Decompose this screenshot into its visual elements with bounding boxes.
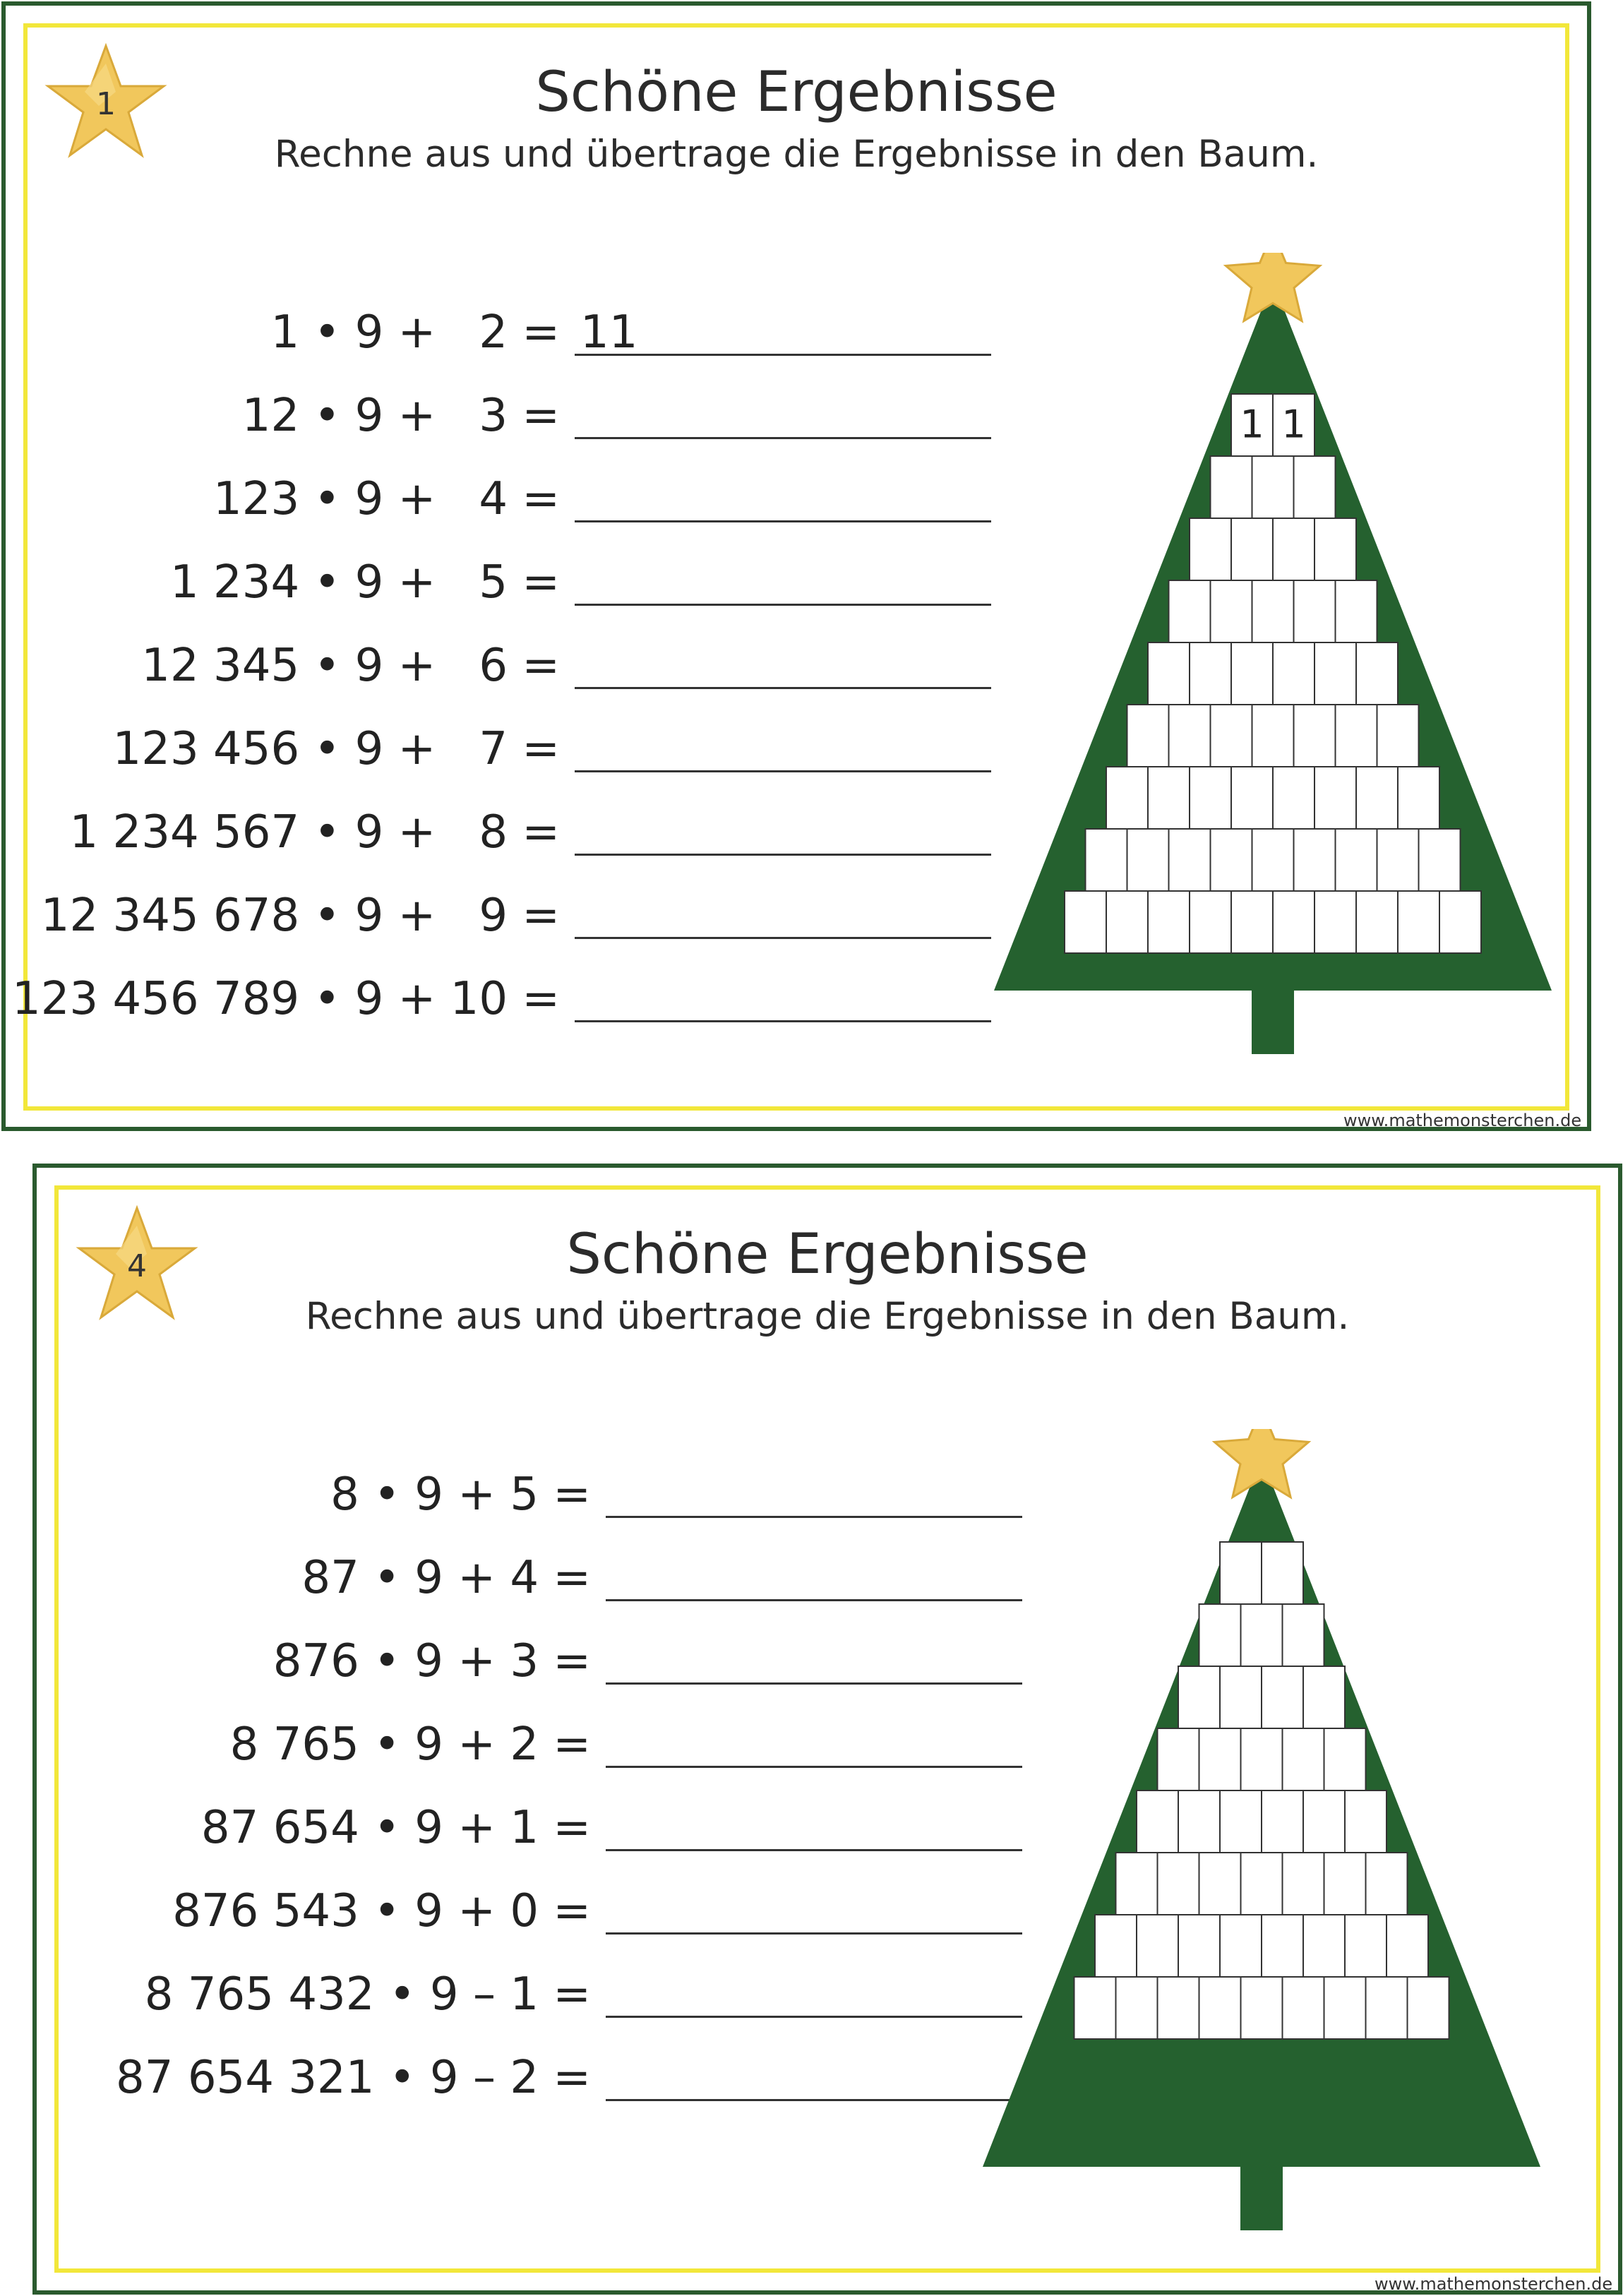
page-title: Schöne Ergebnisse <box>566 1223 1089 1286</box>
digit-box[interactable] <box>1211 705 1252 767</box>
task-expression: 12 345 • 9 + 6 = <box>141 640 560 692</box>
answer-field[interactable] <box>606 2046 1022 2101</box>
task-expression: 12 345 678 • 9 + 9 = <box>40 890 560 942</box>
digit-box[interactable] <box>1231 518 1273 580</box>
digit-box[interactable] <box>1199 1604 1241 1666</box>
digit-box[interactable] <box>1252 705 1294 767</box>
digit-box[interactable] <box>1377 829 1419 891</box>
digit-box[interactable] <box>1345 1790 1387 1853</box>
task-row <box>6 551 991 614</box>
digit-box[interactable] <box>1220 1666 1262 1728</box>
digit-box[interactable] <box>1220 1915 1262 1977</box>
task-row <box>37 1713 1022 1776</box>
digit-box[interactable] <box>1262 1915 1303 1977</box>
star-number: 1 <box>96 86 116 122</box>
answer-field[interactable] <box>606 1546 1022 1601</box>
answer-field[interactable] <box>575 801 991 856</box>
task-expression: 8 765 432 • 9 – 1 = <box>144 1968 591 2021</box>
digit-box[interactable] <box>1366 1853 1408 1915</box>
answer-field[interactable] <box>575 551 991 606</box>
digit-box[interactable] <box>1065 891 1106 953</box>
digit-box[interactable] <box>1408 1977 1449 2039</box>
task-row <box>37 1546 1022 1610</box>
digit-box[interactable] <box>1336 580 1377 642</box>
digit-box[interactable] <box>1231 642 1273 705</box>
task-row <box>6 967 991 1031</box>
answer-field[interactable] <box>606 1796 1022 1851</box>
digit-box[interactable] <box>1356 767 1398 829</box>
digit-box[interactable] <box>1178 1666 1220 1728</box>
worksheet-card-2 <box>32 1164 1622 2295</box>
task-row <box>6 884 991 947</box>
digit-box[interactable] <box>1190 891 1231 953</box>
digit-box[interactable] <box>1074 1977 1116 2039</box>
task-row <box>37 2046 1022 2110</box>
digit-box[interactable] <box>1324 1728 1366 1790</box>
task-expression: 1 • 9 + 2 = <box>270 306 560 359</box>
digit-box[interactable] <box>1262 1666 1303 1728</box>
digit-box[interactable] <box>1106 891 1148 953</box>
digit-box[interactable] <box>1178 1790 1220 1853</box>
task-row <box>6 301 991 364</box>
digit-box[interactable] <box>1345 1915 1387 1977</box>
digit-box[interactable] <box>1169 580 1211 642</box>
digit-box[interactable] <box>1356 642 1398 705</box>
digit-box[interactable] <box>1252 580 1294 642</box>
digit-box[interactable] <box>1303 1790 1345 1853</box>
digit-box[interactable] <box>1324 1853 1366 1915</box>
task-expression: 8 • 9 + 5 = <box>330 1469 591 1521</box>
digit-box[interactable] <box>1324 1977 1366 2039</box>
task-expression: 876 543 • 9 + 0 = <box>172 1885 591 1937</box>
digit-box[interactable] <box>1158 1977 1199 2039</box>
digit-box[interactable] <box>1178 1915 1220 1977</box>
task-expression: 12 • 9 + 3 = <box>241 390 560 442</box>
task-row <box>6 801 991 864</box>
task-row <box>6 717 991 781</box>
digit-box[interactable] <box>1231 891 1273 953</box>
digit-box[interactable] <box>1336 705 1377 767</box>
tree-graphic <box>979 1429 1544 2234</box>
answer-field[interactable] <box>575 634 991 689</box>
tree-graphic <box>990 253 1555 1058</box>
digit-box[interactable] <box>1273 767 1314 829</box>
digit-box[interactable] <box>1303 1666 1345 1728</box>
task-row <box>37 1963 1022 2026</box>
digit-box[interactable] <box>1220 1542 1262 1604</box>
tree-trunk <box>1240 2163 1283 2230</box>
digit-box[interactable] <box>1116 1977 1158 2039</box>
task-row <box>6 634 991 698</box>
digit-box[interactable] <box>1127 705 1169 767</box>
digit-box[interactable] <box>1398 891 1439 953</box>
task-row <box>37 1879 1022 1943</box>
digit-box[interactable] <box>1387 1915 1428 1977</box>
digit-box[interactable] <box>1211 580 1252 642</box>
task-row <box>37 1630 1022 1693</box>
digit-box[interactable] <box>1241 1604 1283 1666</box>
digit-box[interactable] <box>1190 767 1231 829</box>
digit-box[interactable] <box>1220 1790 1262 1853</box>
digit-box[interactable] <box>1398 767 1439 829</box>
digit-box[interactable] <box>1116 1853 1158 1915</box>
digit-box[interactable] <box>1283 1604 1324 1666</box>
answer-field[interactable] <box>606 1630 1022 1685</box>
digit-box[interactable] <box>1137 1915 1178 1977</box>
digit-box[interactable] <box>1356 891 1398 953</box>
digit-box[interactable] <box>1294 580 1336 642</box>
digit-box[interactable] <box>1283 1977 1324 2039</box>
digit-box[interactable] <box>1241 1853 1283 1915</box>
answer-field[interactable] <box>606 1963 1022 2018</box>
task-expression: 87 654 • 9 + 1 = <box>200 1802 591 1854</box>
answer-field[interactable] <box>575 467 991 522</box>
task-expression: 8 765 • 9 + 2 = <box>229 1718 591 1771</box>
digit-box[interactable] <box>1314 767 1356 829</box>
digit-box[interactable] <box>1231 767 1273 829</box>
instructions: Rechne aus und übertrage die Ergebnisse in den Baum. <box>274 133 1319 176</box>
digit-box[interactable] <box>1294 829 1336 891</box>
digit-box[interactable] <box>1273 891 1314 953</box>
digit-box[interactable] <box>1303 1915 1345 1977</box>
digit-box[interactable] <box>1199 1728 1241 1790</box>
answer-field[interactable] <box>606 1879 1022 1935</box>
digit-box[interactable] <box>1283 1853 1324 1915</box>
digit-box[interactable] <box>1283 1728 1324 1790</box>
website-link[interactable]: www.mathemonsterchen.de <box>1343 1111 1582 1130</box>
digit-box[interactable] <box>1148 891 1190 953</box>
answer-field[interactable] <box>606 1463 1022 1518</box>
digit-box[interactable] <box>1211 456 1252 518</box>
digit-box[interactable] <box>1148 767 1190 829</box>
digit-box[interactable] <box>1086 829 1127 891</box>
digit-box-value: 1 <box>1281 402 1306 447</box>
digit-box[interactable] <box>1106 767 1148 829</box>
digit-box[interactable] <box>1137 1790 1178 1853</box>
digit-box[interactable] <box>1439 891 1481 953</box>
digit-box[interactable] <box>1199 1853 1241 1915</box>
digit-box[interactable] <box>1199 1977 1241 2039</box>
task-expression: 87 654 321 • 9 – 2 = <box>116 2052 591 2104</box>
digit-box[interactable] <box>1148 642 1190 705</box>
digit-box[interactable] <box>1241 1728 1283 1790</box>
digit-box[interactable] <box>1314 642 1356 705</box>
answer-field[interactable]: 11 <box>575 301 991 356</box>
answer-field[interactable] <box>575 384 991 439</box>
task-row <box>37 1463 1022 1526</box>
task-expression: 123 456 • 9 + 7 = <box>112 723 560 775</box>
digit-box[interactable] <box>1314 891 1356 953</box>
worksheet-card-1 <box>1 1 1591 1131</box>
digit-box[interactable] <box>1241 1977 1283 2039</box>
christmas-tree <box>979 1429 1544 2234</box>
answer-field[interactable] <box>575 717 991 772</box>
task-expression: 1 234 567 • 9 + 8 = <box>69 806 560 859</box>
digit-box[interactable] <box>1273 642 1314 705</box>
task-expression: 1 234 • 9 + 5 = <box>169 556 560 609</box>
task-expression: 123 • 9 + 4 = <box>213 473 560 525</box>
digit-box[interactable] <box>1262 1542 1303 1604</box>
digit-box[interactable] <box>1377 705 1419 767</box>
digit-box[interactable] <box>1127 829 1169 891</box>
task-row <box>6 467 991 531</box>
digit-box[interactable] <box>1366 1977 1408 2039</box>
christmas-tree <box>990 253 1555 1058</box>
answer-field[interactable] <box>575 884 991 939</box>
task-row <box>37 1796 1022 1860</box>
star-number: 4 <box>127 1248 147 1284</box>
digit-box[interactable] <box>1252 829 1294 891</box>
digit-box[interactable] <box>1095 1915 1137 1977</box>
digit-box[interactable] <box>1294 456 1336 518</box>
digit-box[interactable] <box>1336 829 1377 891</box>
task-expression: 876 • 9 + 3 = <box>273 1635 591 1687</box>
website-link[interactable]: www.mathemonsterchen.de <box>1375 2274 1613 2294</box>
tree-trunk <box>1252 987 1294 1054</box>
digit-box[interactable] <box>1314 518 1356 580</box>
digit-box[interactable] <box>1294 705 1336 767</box>
digit-box[interactable] <box>1158 1853 1199 1915</box>
digit-box[interactable] <box>1190 642 1231 705</box>
page-title: Schöne Ergebnisse <box>535 61 1058 124</box>
digit-box[interactable] <box>1419 829 1461 891</box>
task-expression: 123 456 789 • 9 + 10 = <box>11 973 560 1025</box>
digit-box[interactable] <box>1158 1728 1199 1790</box>
digit-box[interactable] <box>1211 829 1252 891</box>
task-row <box>6 384 991 448</box>
digit-box[interactable] <box>1252 456 1294 518</box>
answer-field[interactable] <box>575 967 991 1022</box>
instructions: Rechne aus und übertrage die Ergebnisse in den Baum. <box>305 1295 1350 1338</box>
answer-field[interactable] <box>606 1713 1022 1768</box>
digit-box[interactable] <box>1273 518 1314 580</box>
digit-box[interactable] <box>1190 518 1231 580</box>
digit-box[interactable] <box>1262 1790 1303 1853</box>
digit-box[interactable] <box>1169 829 1211 891</box>
digit-box-value: 1 <box>1240 402 1264 447</box>
digit-box[interactable] <box>1169 705 1211 767</box>
task-expression: 87 • 9 + 4 = <box>301 1552 591 1604</box>
